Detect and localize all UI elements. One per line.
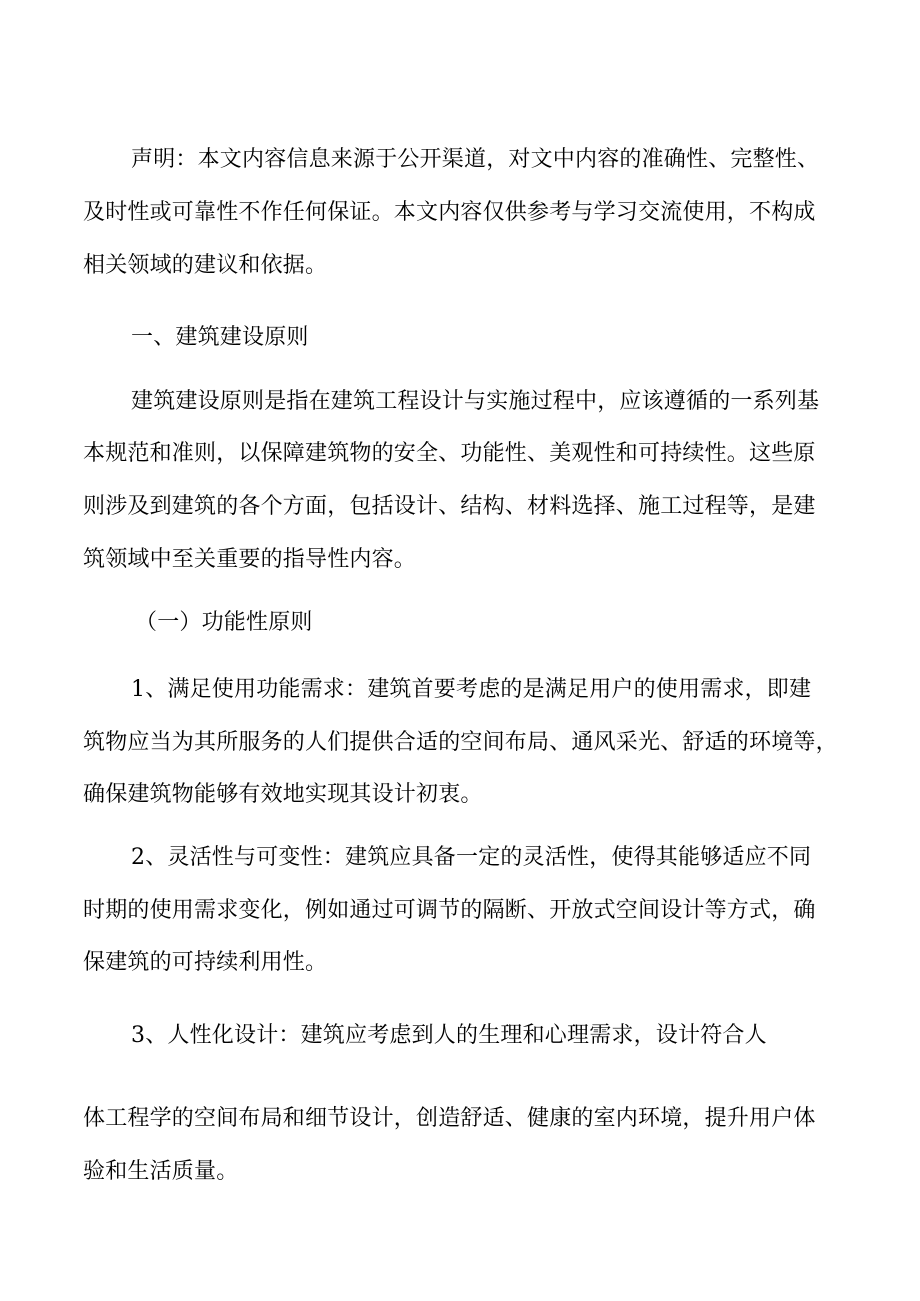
disclaimer-line-2: 及时性或可靠性不作任何保证。本文内容仅供参考与学习交流使用，不构成	[83, 200, 816, 225]
disclaimer-line-3: 相关领域的建议和依据。	[83, 253, 328, 278]
intro-line-3: 则涉及到建筑的各个方面，包括设计、结构、材料选择、施工过程等，是建	[83, 494, 816, 519]
intro-line-1: 建筑建设原则是指在建筑工程设计与实施过程中，应该遵循的一系列基	[131, 389, 820, 414]
item2-line-2: 时期的使用需求变化，例如通过可调节的隔断、开放式空间设计等方式，确	[83, 898, 816, 923]
intro-line-4: 筑领域中至关重要的指导性内容。	[83, 547, 417, 572]
item3-line-2: 体工程学的空间布局和细节设计，创造舒适、健康的室内环境，提升用户体	[83, 1106, 816, 1131]
item1-line-2: 筑物应当为其所服务的人们提供合适的空间布局、通风采光、舒适的环境等，	[83, 730, 838, 755]
section-heading: 一、建筑建设原则	[131, 325, 309, 350]
intro-line-2: 本规范和准则，以保障建筑物的安全、功能性、美观性和可持续性。这些原	[83, 441, 816, 466]
item3-line-3: 验和生活质量。	[83, 1159, 239, 1184]
item2-line-1: 2、灵活性与可变性：建筑应具备一定的灵活性，使得其能够适应不同	[131, 845, 812, 870]
item1-line-1: 1、满足使用功能需求：建筑首要考虑的是满足用户的使用需求，即建	[131, 677, 812, 702]
item3-line-1: 3、人性化设计：建筑应考虑到人的生理和心理需求，设计符合人	[131, 1023, 767, 1048]
disclaimer-line-1: 声明：本文内容信息来源于公开渠道，对文中内容的准确性、完整性、	[131, 147, 820, 172]
item2-line-3: 保建筑的可持续利用性。	[83, 950, 328, 975]
subsection-heading: （一）功能性原则	[135, 610, 313, 635]
item1-line-3: 确保建筑物能够有效地实现其设计初衷。	[83, 782, 483, 807]
